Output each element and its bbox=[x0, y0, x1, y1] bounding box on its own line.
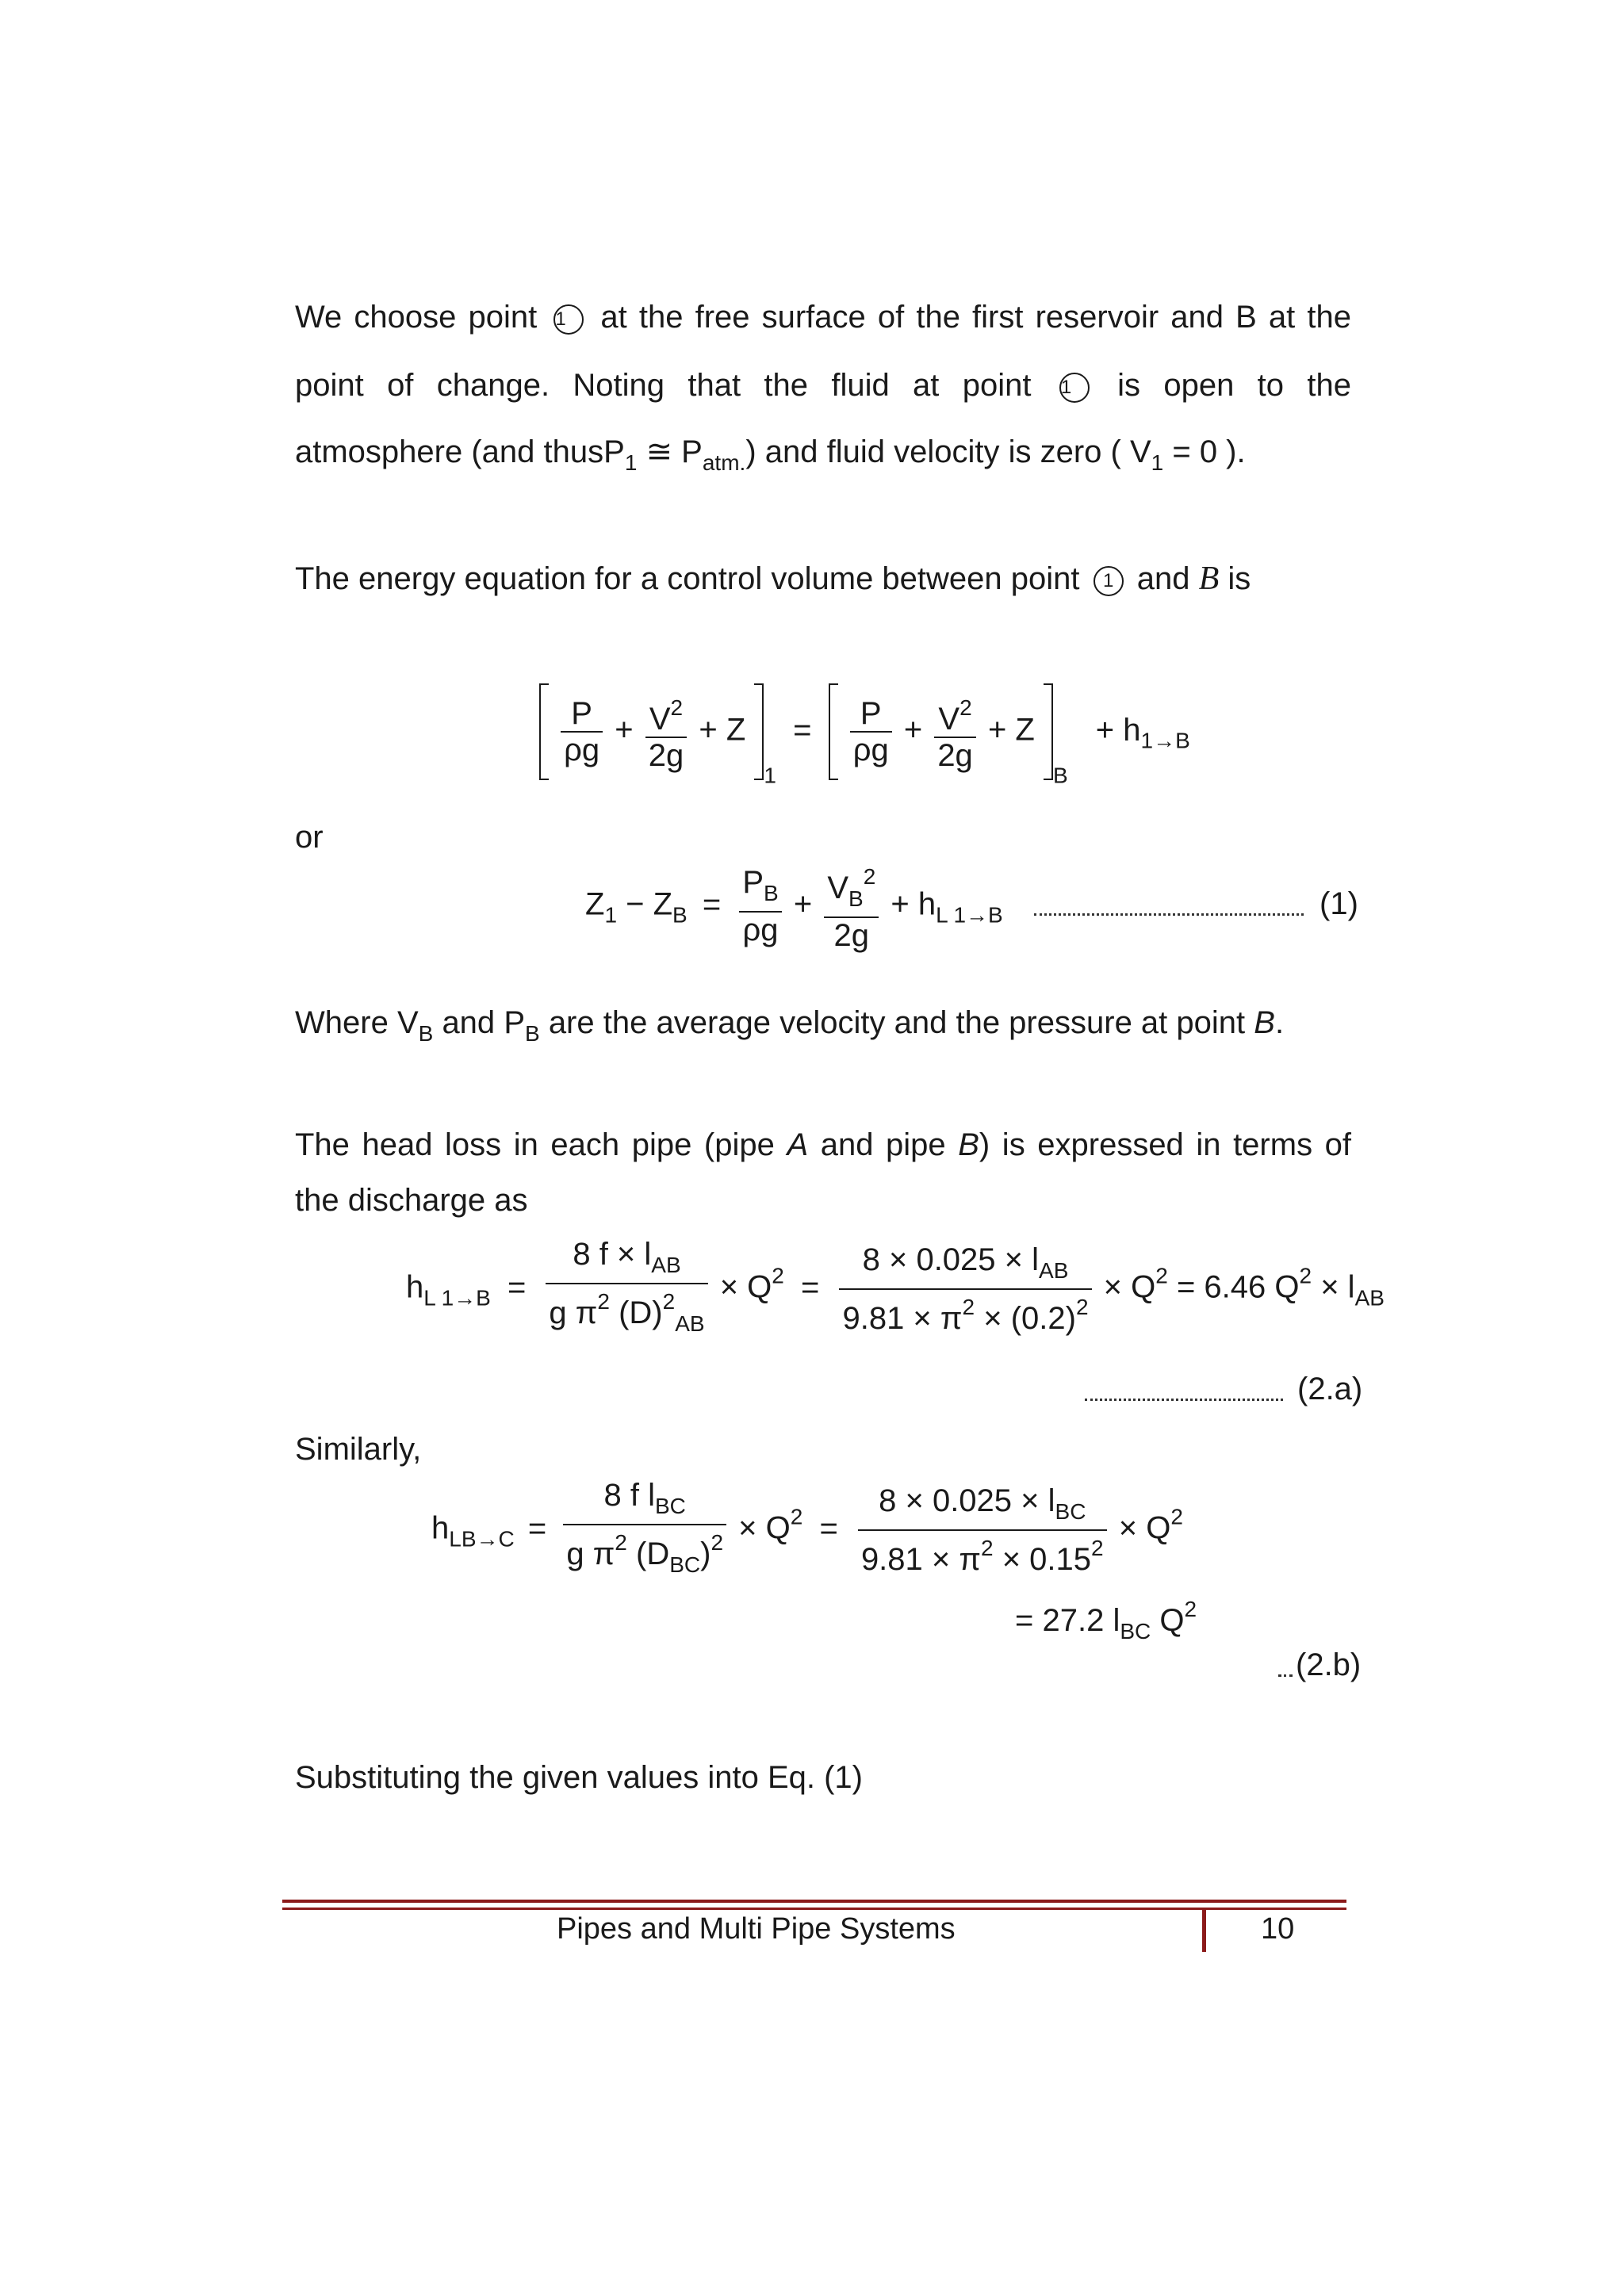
text: 8 × 0.025 × l bbox=[862, 1242, 1040, 1277]
den: ρg bbox=[742, 913, 779, 947]
den bbox=[858, 1531, 1107, 1577]
footer-rule bbox=[282, 1900, 1346, 1903]
sub: B bbox=[848, 886, 864, 911]
plus-z: + Z bbox=[699, 712, 746, 748]
text: and bbox=[442, 1005, 496, 1040]
text: Where bbox=[295, 1005, 389, 1040]
page-number: 10 bbox=[1261, 1912, 1295, 1946]
sub: B bbox=[418, 1021, 434, 1046]
plus: + bbox=[615, 712, 634, 748]
equation-number: (2.a) bbox=[1297, 1372, 1363, 1406]
sub: 1 bbox=[604, 902, 618, 928]
text: at the bbox=[1268, 300, 1351, 335]
text: 8 f l bbox=[603, 1478, 655, 1513]
pipe-a: A bbox=[787, 1127, 809, 1162]
sup: 2 bbox=[670, 695, 684, 720]
equals: = bbox=[819, 1510, 838, 1546]
sup: 2 bbox=[1075, 1295, 1089, 1319]
text: × 0.15 bbox=[1002, 1542, 1092, 1577]
plus: + bbox=[793, 886, 813, 922]
sub: AB bbox=[1354, 1285, 1385, 1311]
sub: AB bbox=[651, 1253, 681, 1277]
sup: 2 bbox=[980, 1536, 994, 1560]
bracket-right bbox=[754, 683, 764, 780]
p: P bbox=[603, 434, 625, 469]
text: = 0 ). bbox=[1172, 434, 1246, 469]
text: point of change. Noting that the fluid at point bbox=[295, 368, 1032, 403]
sup: 2 bbox=[1091, 1536, 1104, 1560]
sub: BC bbox=[654, 1494, 686, 1518]
text: The head loss in each pipe (pipe bbox=[295, 1127, 775, 1162]
text: g π bbox=[566, 1536, 615, 1571]
bracket-left bbox=[539, 683, 549, 780]
sub: L 1→B bbox=[423, 1285, 491, 1311]
sup: 2 bbox=[772, 1263, 784, 1288]
den bbox=[563, 1525, 726, 1582]
paragraph-4-line-2: the discharge as bbox=[295, 1183, 528, 1218]
v: V bbox=[827, 871, 849, 905]
sub: 1 bbox=[624, 450, 638, 475]
circled-one-icon: 1 bbox=[553, 304, 584, 335]
p: P bbox=[681, 434, 703, 469]
footer-title: Pipes and Multi Pipe Systems bbox=[557, 1912, 956, 1946]
result: = 6.46 Q bbox=[1176, 1269, 1300, 1305]
point-b: B bbox=[1254, 1005, 1275, 1040]
head-loss: + h bbox=[891, 886, 936, 922]
num bbox=[934, 691, 976, 738]
point-b: B bbox=[1235, 300, 1257, 335]
fraction-pb-rhog bbox=[739, 865, 781, 947]
den: ρg bbox=[852, 733, 889, 767]
sub: 1→B bbox=[1140, 728, 1190, 753]
num bbox=[739, 865, 781, 913]
num bbox=[645, 691, 688, 738]
fraction-v2-2g bbox=[645, 691, 688, 773]
text: is bbox=[1228, 561, 1251, 596]
num bbox=[563, 1478, 726, 1525]
text: at the free surface of the first reservoir and bbox=[600, 300, 1224, 335]
num: P bbox=[850, 696, 892, 733]
v: V bbox=[649, 702, 671, 737]
equals: = bbox=[527, 1510, 547, 1546]
equals: = bbox=[793, 712, 812, 748]
sup: 2 bbox=[615, 1530, 627, 1555]
text: (D) bbox=[619, 1295, 663, 1330]
bracket-left bbox=[829, 683, 838, 780]
num bbox=[839, 1242, 1091, 1290]
equals: = bbox=[702, 886, 722, 922]
text: × (0.2) bbox=[983, 1301, 1076, 1336]
point-b: B bbox=[1198, 561, 1220, 597]
z: Z bbox=[585, 886, 605, 922]
dotted-leader bbox=[1034, 913, 1304, 916]
plus: + bbox=[903, 712, 923, 748]
text: ) and fluid velocity is zero ( bbox=[745, 434, 1121, 469]
sup: 2 bbox=[1170, 1504, 1183, 1529]
sup: 2 bbox=[863, 864, 876, 889]
times-q: × Q bbox=[1118, 1510, 1171, 1546]
bracket-right bbox=[1044, 683, 1053, 780]
sub: 1 bbox=[764, 763, 776, 788]
q: Q bbox=[1159, 1603, 1185, 1638]
sup: 2 bbox=[962, 1295, 975, 1319]
fraction-v2-2g bbox=[934, 691, 976, 773]
text: 8 × 0.025 × l bbox=[879, 1483, 1055, 1518]
text: 9.81 × π bbox=[860, 1542, 981, 1577]
num: P bbox=[561, 696, 603, 733]
paragraph-2 bbox=[295, 563, 1251, 596]
circled-one-icon: 1 bbox=[1094, 566, 1124, 596]
text: ) bbox=[700, 1536, 711, 1571]
paragraph-1-line-2 bbox=[295, 369, 1351, 403]
sub: atm. bbox=[702, 450, 746, 475]
footer-rule bbox=[282, 1908, 1346, 1910]
sub: 1 bbox=[1151, 450, 1164, 475]
text: atmosphere (and thus bbox=[295, 434, 604, 469]
h: h bbox=[431, 1510, 450, 1546]
sub: L 1→B bbox=[936, 902, 1003, 928]
minus-z: − Z bbox=[626, 886, 673, 922]
footer-divider bbox=[1202, 1908, 1206, 1952]
sub: AB bbox=[1039, 1258, 1069, 1283]
paragraph-3 bbox=[295, 1007, 1284, 1050]
times-q: × Q bbox=[719, 1269, 772, 1305]
times-q: × Q bbox=[738, 1510, 791, 1546]
fraction-p-rhog bbox=[561, 696, 603, 767]
text: are the average velocity and the pressure at point bbox=[548, 1005, 1246, 1040]
approx-symbol: ≅ bbox=[645, 434, 673, 469]
sub: BC bbox=[1055, 1499, 1086, 1524]
den: 2g bbox=[937, 738, 973, 773]
den bbox=[546, 1284, 707, 1341]
num bbox=[824, 859, 879, 918]
text: We choose point bbox=[295, 300, 538, 335]
equals: = bbox=[507, 1269, 527, 1305]
times-q: × Q bbox=[1103, 1269, 1156, 1305]
similarly-label: Similarly, bbox=[295, 1432, 422, 1467]
or-label: or bbox=[295, 820, 324, 855]
fraction-vb2-2g bbox=[824, 859, 879, 953]
fraction-p-rhog bbox=[850, 696, 892, 767]
text: and bbox=[1136, 561, 1190, 596]
text: and pipe bbox=[820, 1127, 946, 1162]
equation-1 bbox=[585, 859, 1003, 953]
num bbox=[546, 1237, 707, 1284]
sub: AB bbox=[675, 1311, 705, 1336]
sup: 2 bbox=[1155, 1263, 1168, 1288]
text: × l bbox=[1320, 1269, 1355, 1305]
equals: = bbox=[800, 1269, 820, 1305]
den: ρg bbox=[564, 733, 600, 767]
sub: B bbox=[764, 881, 779, 905]
sup: 2 bbox=[790, 1504, 803, 1529]
plus-z: + Z bbox=[987, 712, 1035, 748]
equation-2b bbox=[431, 1478, 1183, 1582]
equation-2b-result bbox=[1015, 1597, 1197, 1644]
sup: 2 bbox=[710, 1530, 724, 1555]
h: h bbox=[406, 1269, 424, 1305]
sub: BC bbox=[669, 1552, 701, 1577]
p: P bbox=[504, 1005, 525, 1040]
paragraph-1-line-3 bbox=[295, 436, 1246, 479]
sup: 2 bbox=[662, 1289, 676, 1314]
text: 9.81 × π bbox=[842, 1301, 963, 1336]
equation-number: (2.b) bbox=[1296, 1647, 1362, 1682]
paragraph-5: Substituting the given values into Eq. (1) bbox=[295, 1760, 863, 1795]
sub: B bbox=[1052, 763, 1068, 788]
text: The energy equation for a control volume between point bbox=[295, 561, 1080, 596]
equation-number: (1) bbox=[1320, 886, 1358, 921]
v: V bbox=[1129, 434, 1151, 469]
num bbox=[858, 1483, 1107, 1531]
fraction-2 bbox=[839, 1242, 1091, 1336]
text: 8 f × l bbox=[573, 1237, 652, 1272]
v: V bbox=[396, 1005, 419, 1040]
sup: 2 bbox=[1184, 1597, 1197, 1621]
dotted-leader bbox=[1278, 1674, 1293, 1677]
sup: 2 bbox=[959, 695, 972, 720]
head-loss: + h bbox=[1095, 712, 1141, 748]
fraction-1 bbox=[546, 1237, 707, 1341]
sub: BC bbox=[1120, 1619, 1151, 1644]
circled-one-icon: 1 bbox=[1059, 373, 1090, 403]
pipe-b: B bbox=[958, 1127, 979, 1162]
paragraph-4-line-1 bbox=[295, 1129, 1351, 1161]
text: is open to the bbox=[1117, 368, 1351, 403]
den bbox=[839, 1290, 1091, 1336]
sub: LB→C bbox=[449, 1526, 515, 1552]
text: . bbox=[1274, 1005, 1285, 1040]
paragraph-1-line-1 bbox=[295, 301, 1351, 335]
text: g π bbox=[549, 1295, 598, 1330]
fraction-1 bbox=[563, 1478, 726, 1582]
den: 2g bbox=[833, 918, 870, 953]
v: V bbox=[938, 702, 960, 737]
sup: 2 bbox=[1299, 1263, 1312, 1288]
result: = 27.2 l bbox=[1015, 1603, 1120, 1638]
text: ) is expressed in terms of bbox=[979, 1127, 1351, 1162]
sup: 2 bbox=[597, 1289, 610, 1314]
sub: B bbox=[525, 1021, 540, 1046]
den: 2g bbox=[648, 738, 684, 773]
p: P bbox=[742, 865, 764, 900]
text: (D bbox=[636, 1536, 670, 1571]
equation-2a bbox=[406, 1237, 1385, 1341]
energy-equation bbox=[539, 683, 1190, 789]
dotted-leader bbox=[1085, 1399, 1283, 1401]
sub: B bbox=[672, 902, 688, 928]
fraction-2 bbox=[858, 1483, 1107, 1577]
